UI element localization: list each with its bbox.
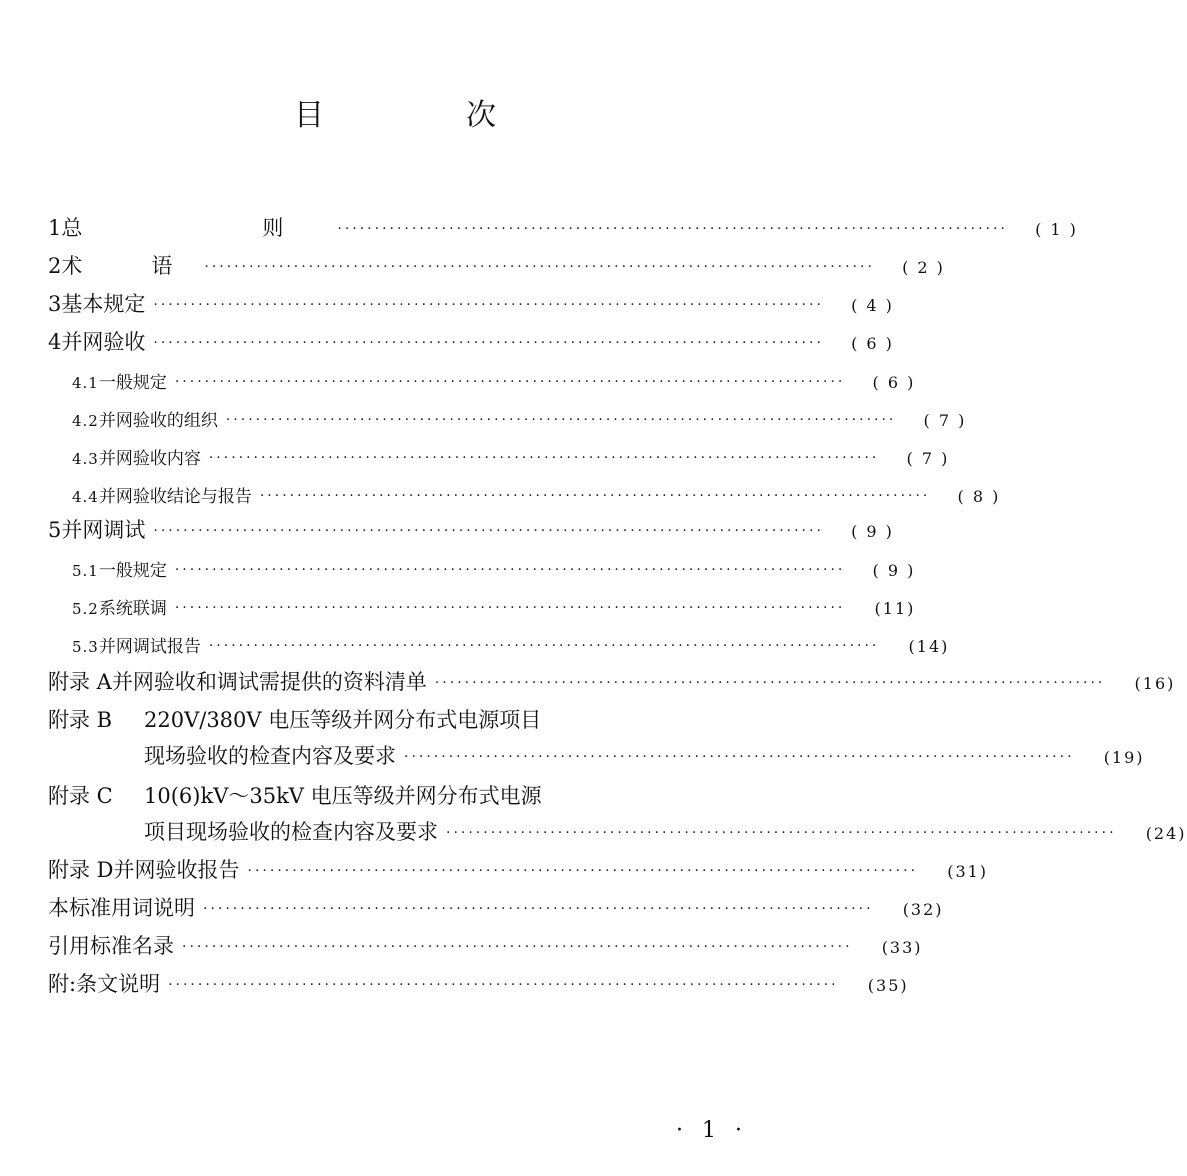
entry-label: 引用标准名录 [48, 934, 174, 958]
entry-label: 并网验收内容 [98, 449, 201, 469]
entry-page: ( 9 ) [872, 561, 916, 580]
entry-page: ( 4 ) [851, 296, 894, 315]
entry-label: 10(6)kV～35kV 电压等级并网分布式电源 [144, 784, 542, 808]
entry-label: 并网验收的组织 [98, 411, 218, 431]
leader-dots: ·························································································· [208, 450, 880, 466]
entry-page: (14) [908, 637, 950, 656]
toc-entry[interactable] [48, 514, 894, 544]
page-number: · 1 · [676, 1118, 748, 1143]
leader-dots: ·························································································· [174, 374, 846, 390]
leader-dots: ·························································································· [174, 562, 846, 578]
entry-page: (33) [881, 938, 923, 957]
toc-entry[interactable] [48, 250, 945, 280]
entry-label: 并网调试 [61, 518, 146, 542]
leader-dots: ·························································································· [225, 412, 897, 428]
toc-subentry[interactable] [48, 368, 916, 393]
entry-page: ( 7 ) [923, 411, 967, 430]
entry-page: ( 6 ) [851, 334, 894, 353]
toc-appendix-b[interactable] [48, 704, 758, 734]
appendix-number: 附录 D [48, 858, 114, 882]
toc-subentry[interactable] [48, 594, 916, 619]
leader-dots: ·························································································· [153, 523, 824, 539]
appendix-number: 附录 A [48, 670, 112, 694]
entry-number: 3 [48, 292, 62, 316]
leader-dots: ·························································································· [247, 863, 919, 879]
entry-number: 5.1 [72, 562, 99, 580]
appendix-number: 附录 B [48, 708, 113, 732]
entry-number: 4 [48, 330, 62, 354]
toc-appendix-a[interactable] [48, 666, 1176, 696]
appendix-number: 附录 C [48, 784, 113, 808]
toc-appendix-c-cont[interactable] [48, 816, 1187, 846]
entry-number: 5.3 [72, 638, 99, 656]
toc-subentry[interactable] [48, 406, 967, 431]
entry-page: ( 7 ) [906, 449, 950, 468]
entry-number: 4.1 [72, 374, 99, 392]
entry-page: (31) [947, 862, 989, 881]
toc-entry[interactable] [48, 288, 894, 318]
entry-number: 1 [48, 216, 62, 240]
toc-subentry[interactable] [48, 482, 1001, 507]
entry-page: ( 2 ) [902, 258, 945, 277]
entry-page: ( 8 ) [957, 487, 1001, 506]
leader-dots: ·························································································· [203, 901, 874, 917]
entry-page: (24) [1145, 824, 1187, 843]
entry-label: 项目现场验收的检查内容及要求 [144, 820, 438, 844]
entry-label: 一般规定 [98, 561, 167, 581]
entry-number: 2 [48, 254, 62, 278]
leader-dots: ·························································································· [174, 600, 846, 616]
entry-number: 5.2 [72, 600, 99, 618]
leader-dots: ·························································································· [434, 675, 1106, 691]
toc-appendix-c[interactable] [48, 780, 758, 810]
toc-subentry[interactable] [48, 556, 916, 581]
page-title: 目 次 [294, 98, 552, 133]
entry-number: 4.4 [72, 488, 99, 506]
entry-number: 4.3 [72, 450, 99, 468]
toc-subentry[interactable] [48, 632, 950, 657]
entry-label: 术 语 [61, 254, 197, 278]
entry-label: 并网验收和调试需提供的资料清单 [111, 670, 427, 694]
entry-label: 附:条文说明 [48, 972, 161, 996]
leader-dots: ·························································································· [153, 297, 824, 313]
leader-dots: ·························································································· [259, 488, 931, 504]
entry-page: ( 9 ) [851, 522, 894, 541]
entry-label: 并网验收报告 [113, 858, 240, 882]
leader-dots: ·························································································· [168, 977, 839, 993]
toc-entry[interactable] [48, 212, 1078, 242]
entry-label: 本标准用词说明 [48, 896, 195, 920]
leader-dots: ·························································································· [208, 638, 880, 654]
entry-label: 基本规定 [61, 292, 146, 316]
entry-page: ( 6 ) [872, 373, 916, 392]
entry-label: 总 则 [61, 216, 330, 240]
leader-dots: ·························································································· [204, 259, 875, 275]
entry-page: (16) [1134, 674, 1176, 693]
toc-appendix-b-cont[interactable] [48, 740, 1145, 770]
entry-label: 一般规定 [98, 373, 167, 393]
toc-entry-terms[interactable] [48, 892, 944, 922]
entry-page: (32) [902, 900, 944, 919]
entry-label: 并网验收结论与报告 [98, 487, 252, 507]
toc-entry-references[interactable] [48, 930, 923, 960]
entry-page: (19) [1103, 748, 1145, 767]
entry-label: 并网验收 [61, 330, 146, 354]
leader-dots: ·························································································· [182, 939, 853, 955]
toc-subentry[interactable] [48, 444, 950, 469]
entry-label: 系统联调 [98, 599, 167, 619]
entry-page: (11) [874, 599, 916, 618]
toc-appendix-d[interactable] [48, 854, 989, 884]
toc-entry[interactable] [48, 326, 894, 356]
entry-number: 4.2 [72, 412, 99, 430]
leader-dots: ·························································································· [337, 221, 1008, 237]
entry-label: 现场验收的检查内容及要求 [144, 744, 396, 768]
toc-entry-explanation[interactable] [48, 968, 909, 998]
leader-dots: ·························································································· [404, 749, 1075, 765]
entry-page: ( 1 ) [1035, 220, 1078, 239]
entry-label: 220V/380V 电压等级并网分布式电源项目 [144, 708, 542, 732]
entry-label: 并网调试报告 [98, 637, 201, 657]
entry-number: 5 [48, 518, 62, 542]
leader-dots: ·························································································· [446, 825, 1117, 841]
leader-dots: ·························································································· [153, 335, 824, 351]
entry-page: (35) [867, 976, 909, 995]
